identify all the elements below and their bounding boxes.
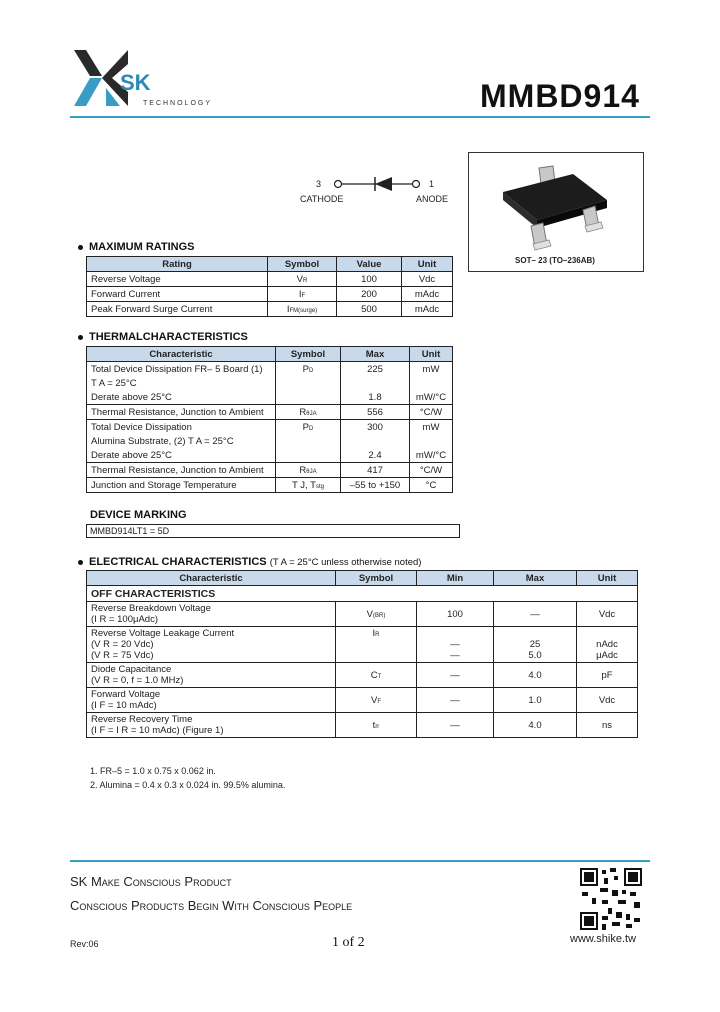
table-row — [87, 420, 453, 435]
group-label: OFF CHARACTERISTICS — [87, 586, 638, 602]
footer-divider — [70, 860, 650, 862]
column-header: Symbol — [336, 571, 417, 586]
symbol-cell: IF — [268, 287, 337, 302]
footnote-1: 1. FR–5 = 1.0 x 0.75 x 0.062 in. — [90, 766, 216, 776]
unit-cell: pF — [577, 663, 638, 688]
table-row — [87, 688, 638, 713]
char-cell: Thermal Resistance, Junction to Ambient — [87, 463, 276, 478]
max-cell — [341, 376, 410, 390]
column-header: Min — [417, 571, 494, 586]
table-row — [87, 287, 453, 302]
table-row — [87, 663, 638, 688]
anode-pin: 1 — [429, 179, 435, 189]
table-row — [87, 362, 453, 377]
value-cell: 200 — [337, 287, 402, 302]
footer-slogan-1: SK Make Conscious Product — [70, 874, 232, 889]
device-marking-value: MMBD914LT1 = 5D — [86, 524, 460, 538]
unit-cell: mW/°C — [410, 448, 453, 463]
table-row — [87, 713, 638, 738]
value-cell: 500 — [337, 302, 402, 317]
electrical-heading: ELECTRICAL CHARACTERISTICS (T A = 25°C unless otherwise noted) — [78, 556, 421, 568]
bullet-icon — [78, 335, 83, 340]
char-cell: Forward Voltage (I F = 10 mAdc) — [87, 688, 336, 713]
part-number-title: MMBD914 — [480, 78, 640, 114]
bullet-icon — [78, 560, 83, 565]
char-cell: Reverse Breakdown Voltage (I R = 100μAdc) — [87, 602, 336, 627]
column-header: Rating — [87, 257, 268, 272]
symbol-cell: RθJA — [276, 405, 341, 420]
table-header-row — [87, 257, 453, 272]
symbol-cell: T J, Tstg — [276, 478, 341, 493]
max-cell: 225 — [341, 362, 410, 377]
value-cell: 100 — [337, 272, 402, 287]
table-header-row — [87, 571, 638, 586]
page-number: 1 of 2 — [332, 935, 365, 950]
min-cell: 100 — [417, 602, 494, 627]
max-cell — [341, 434, 410, 448]
max-cell: 417 — [341, 463, 410, 478]
unit-cell: mW — [410, 420, 453, 435]
unit-cell: mAdc — [402, 302, 453, 317]
table-row — [87, 390, 453, 405]
unit-cell: Vdc — [577, 688, 638, 713]
symbol-cell: VR — [268, 272, 337, 287]
symbol-cell: trr — [336, 713, 417, 738]
logo-text: SK — [120, 70, 151, 95]
char-cell: Alumina Substrate, (2) T A = 25°C — [87, 434, 276, 448]
unit-cell — [410, 376, 453, 390]
cathode-pin: 3 — [316, 179, 322, 189]
column-header: Characteristic — [87, 571, 336, 586]
bullet-icon — [78, 245, 83, 250]
unit-cell: mAdc — [402, 287, 453, 302]
unit-cell: mW — [410, 362, 453, 377]
column-header: Unit — [410, 347, 453, 362]
min-cell: — — — [417, 627, 494, 663]
rating-cell: Forward Current — [87, 287, 268, 302]
revision-label: Rev:06 — [70, 939, 99, 949]
symbol-cell — [276, 434, 341, 448]
rating-cell: Reverse Voltage — [87, 272, 268, 287]
sot23-package-icon — [495, 164, 615, 252]
table-row — [87, 602, 638, 627]
unit-cell: Vdc — [577, 602, 638, 627]
table-header-row — [87, 347, 453, 362]
unit-cell — [410, 434, 453, 448]
char-cell: Derate above 25°C — [87, 390, 276, 405]
electrical-condition: (T A = 25°C unless otherwise noted) — [269, 557, 422, 568]
symbol-cell: PD — [276, 362, 341, 377]
column-header: Symbol — [268, 257, 337, 272]
max-ratings-heading: MAXIMUM RATINGS — [78, 241, 195, 253]
max-cell: 2.4 — [341, 448, 410, 463]
symbol-cell — [276, 376, 341, 390]
max-cell: — — [494, 602, 577, 627]
symbol-cell: CT — [336, 663, 417, 688]
column-header: Characteristic — [87, 347, 276, 362]
symbol-cell: IFM(surge) — [268, 302, 337, 317]
char-cell: Reverse Voltage Leakage Current (V R = 20 Vdc) (V R = 75 Vdc) — [87, 627, 336, 663]
column-header: Max — [341, 347, 410, 362]
table-row — [87, 463, 453, 478]
diode-symbol-icon — [330, 176, 424, 192]
table-row — [87, 448, 453, 463]
symbol-cell: RθJA — [276, 463, 341, 478]
min-cell: — — [417, 688, 494, 713]
max-ratings-table — [86, 256, 453, 317]
symbol-cell: IR — [336, 627, 417, 663]
unit-cell: °C/W — [410, 405, 453, 420]
table-row — [87, 434, 453, 448]
unit-cell: ns — [577, 713, 638, 738]
table-row — [87, 302, 453, 317]
symbol-cell: PD — [276, 420, 341, 435]
rating-cell: Peak Forward Surge Current — [87, 302, 268, 317]
unit-cell: nAdc μAdc — [577, 627, 638, 663]
thermal-heading: THERMALCHARACTERISTICS — [78, 331, 248, 343]
char-cell: Reverse Recovery Time (I F = I R = 10 mAdc) (Figure 1) — [87, 713, 336, 738]
qr-code-icon — [578, 866, 644, 932]
footer-slogan-2: Conscious Products Begin With Conscious People — [70, 898, 353, 913]
logo-subtitle: TECHNOLOGY — [143, 100, 213, 107]
table-row — [87, 478, 453, 493]
website-url[interactable]: www.shike.tw — [570, 933, 637, 945]
column-header: Max — [494, 571, 577, 586]
char-cell: Junction and Storage Temperature — [87, 478, 276, 493]
unit-cell: mW/°C — [410, 390, 453, 405]
thermal-table — [86, 346, 453, 493]
unit-cell: °C — [410, 478, 453, 493]
header-divider — [70, 116, 650, 118]
max-cell: 25 5.0 — [494, 627, 577, 663]
max-cell: 4.0 — [494, 663, 577, 688]
unit-cell: °C/W — [410, 463, 453, 478]
table-row — [87, 272, 453, 287]
table-row — [87, 627, 638, 663]
table-row — [87, 376, 453, 390]
max-cell: 1.8 — [341, 390, 410, 405]
symbol-cell: VF — [336, 688, 417, 713]
device-marking-heading: DEVICE MARKING — [90, 509, 187, 521]
table-row — [87, 405, 453, 420]
cathode-label: CATHODE — [300, 194, 344, 204]
group-row — [87, 586, 638, 602]
max-cell: 300 — [341, 420, 410, 435]
min-cell: — — [417, 713, 494, 738]
footnote-2: 2. Alumina = 0.4 x 0.3 x 0.024 in. 99.5% alumina. — [90, 780, 286, 790]
symbol-cell — [276, 390, 341, 405]
max-cell: 1.0 — [494, 688, 577, 713]
column-header: Unit — [577, 571, 638, 586]
char-cell: Total Device Dissipation FR– 5 Board (1) — [87, 362, 276, 377]
symbol-cell: V(BR) — [336, 602, 417, 627]
max-cell: 556 — [341, 405, 410, 420]
column-header: Value — [337, 257, 402, 272]
min-cell: — — [417, 663, 494, 688]
column-header: Symbol — [276, 347, 341, 362]
max-cell: 4.0 — [494, 713, 577, 738]
char-cell: Diode Capacitance (V R = 0, f = 1.0 MHz) — [87, 663, 336, 688]
unit-cell: Vdc — [402, 272, 453, 287]
max-cell: –55 to +150 — [341, 478, 410, 493]
anode-label: ANODE — [416, 194, 449, 204]
column-header: Unit — [402, 257, 453, 272]
symbol-cell — [276, 448, 341, 463]
electrical-table — [86, 570, 638, 738]
char-cell: Derate above 25°C — [87, 448, 276, 463]
char-cell: T A = 25°C — [87, 376, 276, 390]
package-caption: SOT– 23 (TO–236AB) — [515, 256, 595, 265]
char-cell: Thermal Resistance, Junction to Ambient — [87, 405, 276, 420]
char-cell: Total Device Dissipation — [87, 420, 276, 435]
